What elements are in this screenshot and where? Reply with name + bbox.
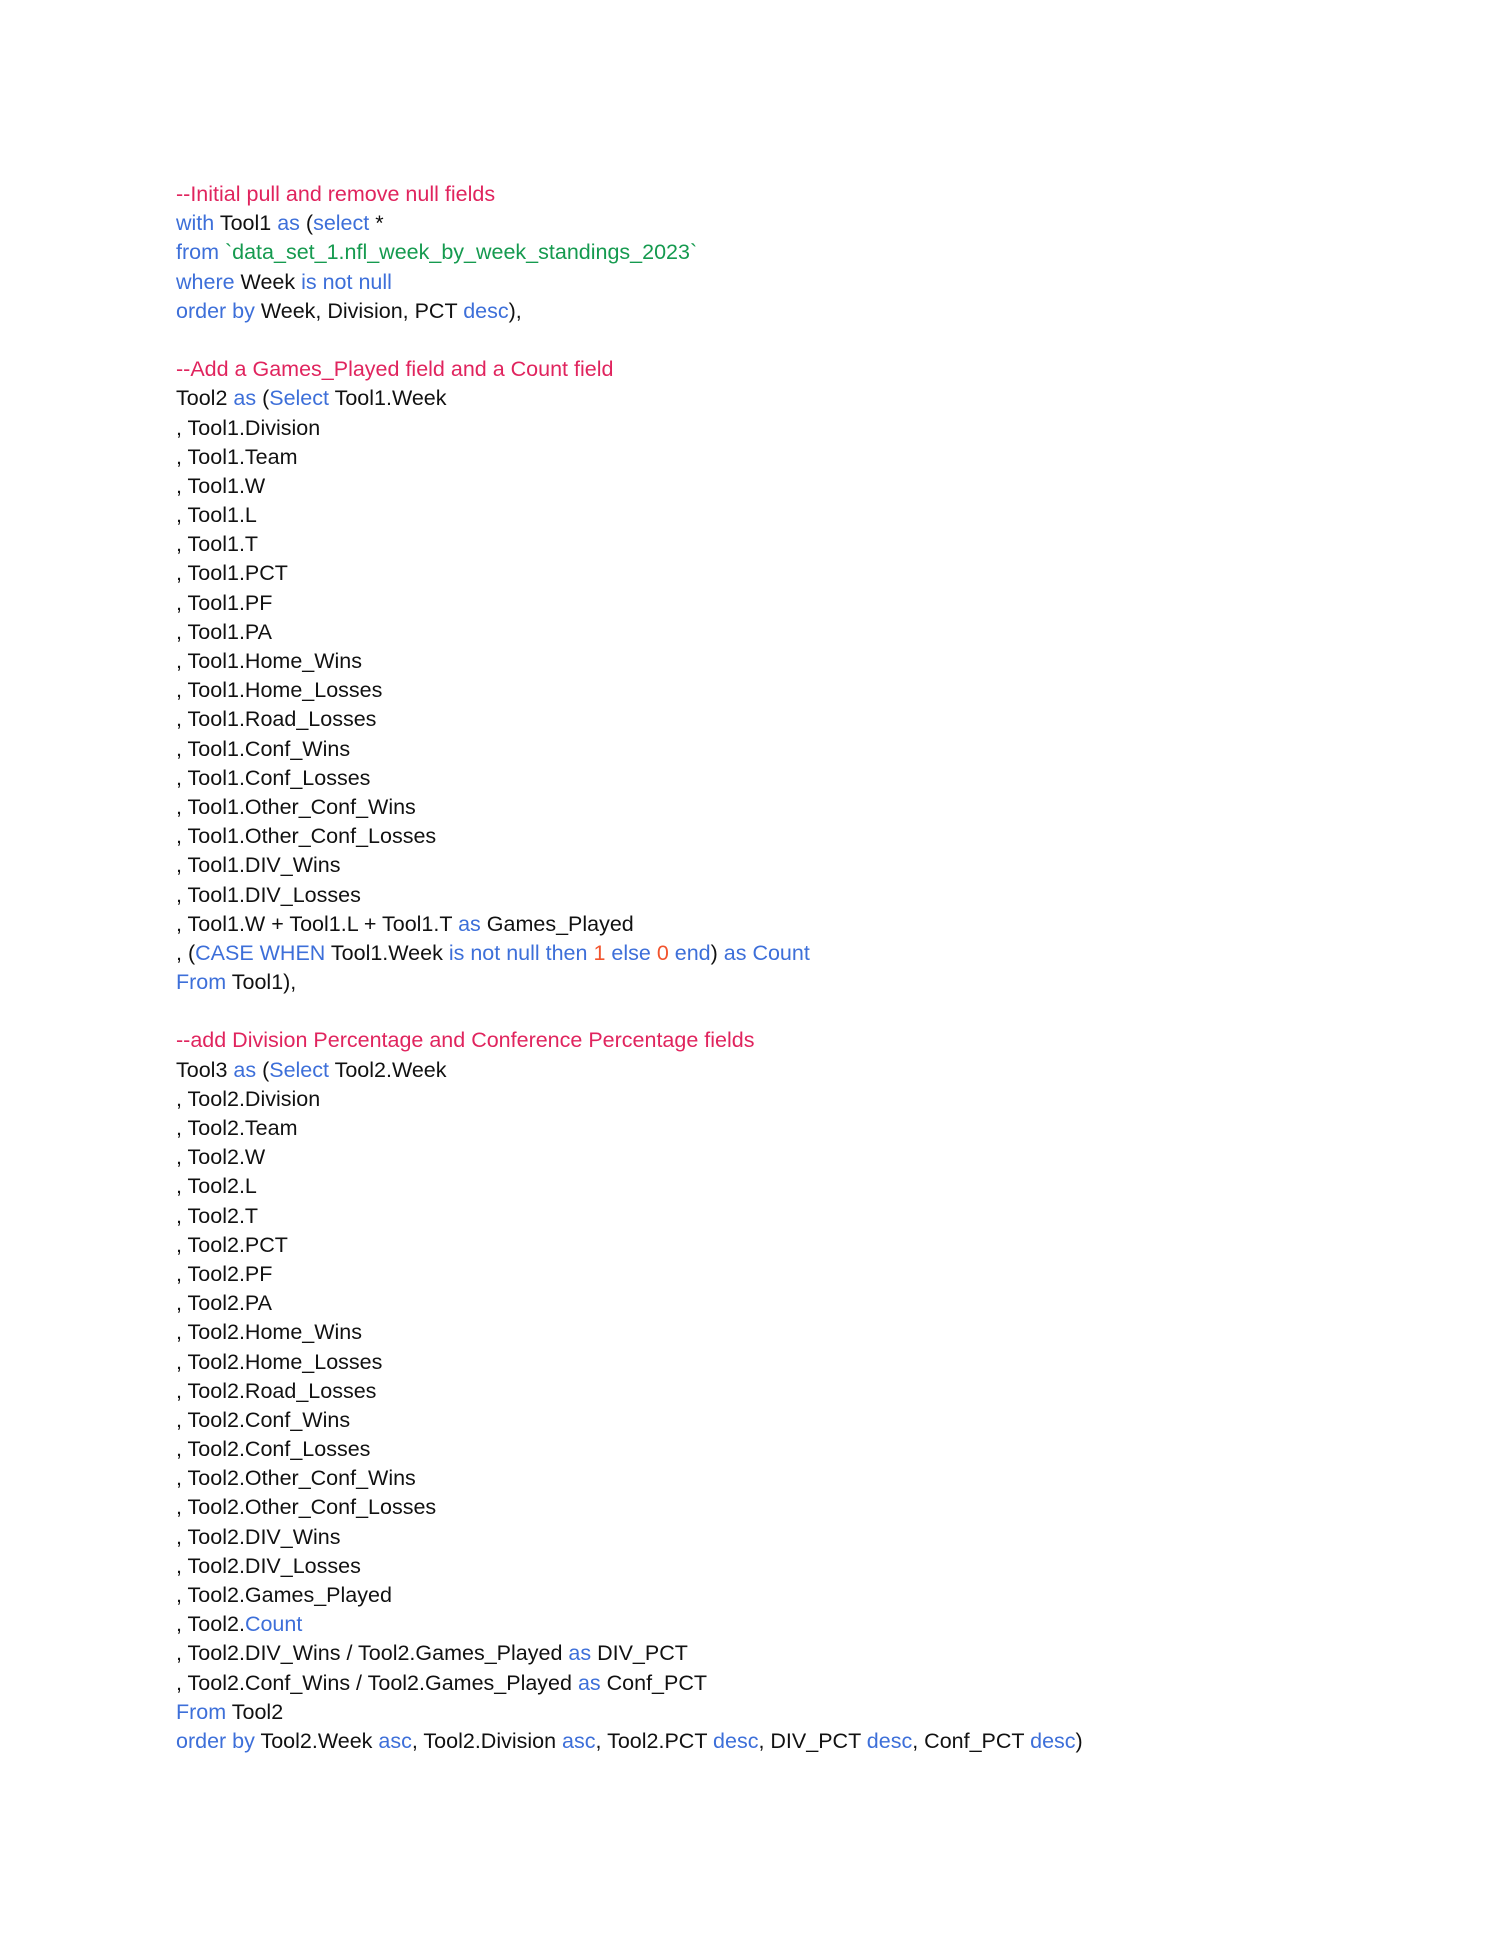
code-token: Tool1), <box>231 970 297 995</box>
code-line <box>176 881 1083 910</box>
code-line <box>176 414 1083 443</box>
code-line <box>176 618 1083 647</box>
code-token: , Tool1.T <box>176 532 259 557</box>
code-token: , Tool2.Conf_Wins / Tool2.Games_Played <box>176 1670 578 1695</box>
code-line <box>176 676 1083 705</box>
code-line <box>176 822 1083 851</box>
code-token: Week, Division, PCT <box>260 298 464 323</box>
number-token: 1 <box>593 940 612 965</box>
code-line <box>176 501 1083 530</box>
keyword-token: order by <box>176 1728 261 1753</box>
code-line <box>176 1727 1083 1756</box>
code-line <box>176 1464 1083 1493</box>
code-token: , Tool2.DIV_Wins / Tool2.Games_Played <box>176 1641 569 1666</box>
code-line <box>176 647 1083 676</box>
code-line <box>176 1289 1083 1318</box>
keyword-token: end <box>674 940 711 965</box>
keyword-token: as <box>277 211 306 236</box>
code-line <box>176 705 1083 734</box>
keyword-token: where <box>176 269 241 294</box>
code-token: ), <box>508 298 522 323</box>
code-token: , Tool1.DIV_Wins <box>176 853 341 878</box>
code-token: , Tool1.L <box>176 503 257 528</box>
code-line <box>176 939 1083 968</box>
code-line <box>176 1348 1083 1377</box>
code-token: , Tool2.Other_Conf_Losses <box>176 1495 437 1520</box>
code-token: , Tool1.DIV_Losses <box>176 882 361 907</box>
code-line <box>176 443 1083 472</box>
code-token: , Tool2.Road_Losses <box>176 1378 377 1403</box>
code-token: , Tool2.L <box>176 1174 257 1199</box>
code-line <box>176 268 1083 297</box>
code-token: , Conf_PCT <box>912 1728 1031 1753</box>
code-token: * <box>375 211 384 236</box>
code-line <box>176 1581 1083 1610</box>
number-token: 0 <box>656 940 675 965</box>
code-token: Conf_PCT <box>606 1670 708 1695</box>
code-token: , DIV_PCT <box>758 1728 867 1753</box>
code-line <box>176 209 1083 238</box>
keyword-token: asc <box>378 1728 412 1753</box>
code-token: , Tool2.PF <box>176 1261 273 1286</box>
keyword-token: as <box>233 386 263 411</box>
code-token: Tool3 <box>176 1057 234 1082</box>
code-token: Tool2.Week <box>334 1057 447 1082</box>
code-line <box>176 735 1083 764</box>
code-line <box>176 793 1083 822</box>
code-token: ( <box>305 211 314 236</box>
code-token: , Tool2.T <box>176 1203 259 1228</box>
keyword-token: Count <box>244 1612 303 1637</box>
code-line <box>176 1610 1083 1639</box>
code-line <box>176 1231 1083 1260</box>
code-line <box>176 472 1083 501</box>
keyword-token: as Count <box>723 940 810 965</box>
blank-line <box>176 997 1083 1026</box>
code-line <box>176 297 1083 326</box>
keyword-token: desc <box>866 1728 913 1753</box>
keyword-token: with <box>176 211 220 236</box>
code-token: Tool2 <box>176 386 234 411</box>
keyword-token: From <box>176 1699 232 1724</box>
string-token: `data_set_1.nfl_week_by_week_standings_2023` <box>224 240 698 265</box>
code-token: Tool1.Week <box>334 386 447 411</box>
code-token: , Tool1.Other_Conf_Losses <box>176 824 437 849</box>
code-token: , Tool2.PCT <box>595 1728 714 1753</box>
code-line <box>176 968 1083 997</box>
code-token: , Tool2.DIV_Wins <box>176 1524 341 1549</box>
code-token: Tool1 <box>219 211 278 236</box>
sql-code-block <box>176 180 1083 1756</box>
code-token: , Tool2.Home_Wins <box>176 1320 363 1345</box>
code-line <box>176 180 1083 209</box>
code-token: , Tool1.Division <box>176 415 321 440</box>
code-line <box>176 559 1083 588</box>
code-line <box>176 1056 1083 1085</box>
blank-line <box>176 326 1083 355</box>
code-token: , Tool2.Team <box>176 1116 298 1140</box>
code-line <box>176 589 1083 618</box>
code-line <box>176 1260 1083 1289</box>
code-line <box>176 1639 1083 1668</box>
keyword-token: as <box>577 1670 607 1695</box>
code-token: DIV_PCT <box>597 1641 688 1666</box>
keyword-token: CASE WHEN <box>195 940 331 965</box>
keyword-token: as <box>568 1641 598 1666</box>
code-token: Week <box>240 269 302 294</box>
code-token: , Tool1.Other_Conf_Wins <box>176 794 416 819</box>
code-token: ( <box>262 1057 270 1082</box>
code-token: , Tool2.PCT <box>176 1232 288 1257</box>
code-line <box>176 764 1083 793</box>
comment-token: --add Division Percentage and Conference Percentage fields <box>176 1028 755 1053</box>
code-line <box>176 530 1083 559</box>
code-line <box>176 1552 1083 1581</box>
code-line <box>176 851 1083 880</box>
code-token: ) <box>710 940 724 965</box>
code-token: , Tool1.PF <box>176 590 273 615</box>
keyword-token: from <box>176 240 225 265</box>
code-token: , Tool1.Home_Losses <box>176 678 383 703</box>
code-token: , Tool1.Road_Losses <box>176 707 377 732</box>
keyword-token: else <box>611 940 657 965</box>
code-line <box>176 1318 1083 1347</box>
comment-token: --Add a Games_Played field and a Count field <box>176 357 614 382</box>
keyword-token: asc <box>562 1728 596 1753</box>
keyword-token: select <box>313 211 376 236</box>
code-token: , Tool1.PCT <box>176 561 288 586</box>
code-token: ( <box>262 386 270 411</box>
code-line <box>176 1493 1083 1522</box>
code-token: Tool2 <box>231 1699 284 1724</box>
code-token: , Tool2.Division <box>411 1728 563 1753</box>
code-token: , Tool2.Conf_Wins <box>176 1407 351 1432</box>
code-line <box>176 1085 1083 1114</box>
keyword-token: desc <box>1030 1728 1076 1753</box>
code-token: ) <box>1075 1728 1083 1753</box>
code-token: , ( <box>176 940 196 965</box>
keyword-token: order by <box>176 298 261 323</box>
code-token: , Tool1.W <box>176 473 266 498</box>
keyword-token: is not null then <box>448 940 594 965</box>
code-token: , Tool2.Other_Conf_Wins <box>176 1466 416 1491</box>
code-token: , Tool2.Conf_Losses <box>176 1437 371 1462</box>
code-token: , Tool1.Home_Wins <box>176 649 363 673</box>
code-token: , Tool2.PA <box>176 1291 273 1316</box>
code-token: , Tool2.Games_Played <box>176 1583 392 1607</box>
code-token: Tool1.Week <box>330 940 449 965</box>
code-token: , Tool2.Division <box>176 1086 321 1111</box>
code-token: , Tool2. <box>176 1612 245 1637</box>
keyword-token: as <box>458 911 487 936</box>
keyword-token: Select <box>269 1057 335 1082</box>
code-line <box>176 1377 1083 1406</box>
code-line <box>176 1114 1083 1143</box>
code-token: , Tool1.PA <box>176 619 273 644</box>
code-token: , Tool1.W + Tool1.L + Tool1.T <box>176 911 459 936</box>
code-line <box>176 384 1083 413</box>
keyword-token: desc <box>713 1728 759 1753</box>
code-line <box>176 1406 1083 1435</box>
code-token: Tool2.Week <box>260 1728 379 1753</box>
code-line <box>176 1026 1083 1055</box>
keyword-token: is not null <box>301 269 392 294</box>
code-token: , Tool1.Conf_Losses <box>176 765 371 790</box>
code-line <box>176 1202 1083 1231</box>
code-line <box>176 1698 1083 1727</box>
keyword-token: From <box>176 970 232 995</box>
code-token: Games_Played <box>486 911 634 936</box>
code-line <box>176 355 1083 384</box>
comment-token: --Initial pull and remove null fields <box>176 182 496 206</box>
keyword-token: desc <box>463 298 509 323</box>
code-line <box>176 1669 1083 1698</box>
code-line <box>176 1435 1083 1464</box>
code-token: , Tool1.Team <box>176 444 298 469</box>
code-line <box>176 1143 1083 1172</box>
code-token: , Tool2.DIV_Losses <box>176 1553 361 1578</box>
code-token: , Tool1.Conf_Wins <box>176 736 351 761</box>
keyword-token: Select <box>269 386 335 411</box>
keyword-token: as <box>233 1057 263 1082</box>
code-line <box>176 238 1083 267</box>
code-token: , Tool2.Home_Losses <box>176 1349 383 1374</box>
code-line <box>176 910 1083 939</box>
code-line <box>176 1523 1083 1552</box>
code-line <box>176 1172 1083 1201</box>
code-token: , Tool2.W <box>176 1145 266 1170</box>
